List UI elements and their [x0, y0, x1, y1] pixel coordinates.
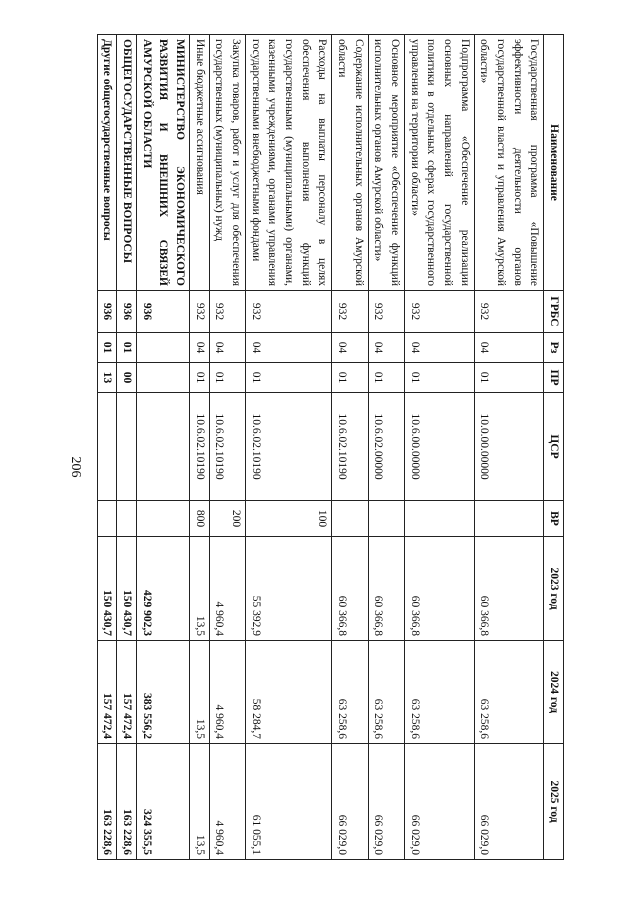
row-grbs: 932: [332, 291, 368, 333]
row-csr: 10.6.02.10190: [189, 393, 209, 501]
table-row: [368, 35, 404, 860]
row-csr: [136, 393, 189, 501]
row-csr: 10.0.00.00000: [474, 393, 544, 501]
row-rz: 04: [332, 333, 368, 363]
table-row: [189, 35, 209, 860]
row-2024: 58 284,7: [245, 641, 331, 744]
row-2025: 163 228,6: [97, 744, 117, 860]
row-name: Иные бюджетные ассигнования: [189, 35, 209, 291]
table-header-row: [544, 35, 564, 860]
page-number: [68, 452, 81, 482]
row-vr: [474, 501, 544, 537]
header-2025: 2025 год: [544, 744, 564, 860]
row-2024: 63 258,6: [404, 641, 474, 744]
row-pr: 01: [474, 363, 544, 393]
table-row: [136, 35, 189, 860]
row-pr: 00: [117, 363, 137, 393]
row-2025: 324 355,5: [136, 744, 189, 860]
row-vr: [97, 501, 117, 537]
row-grbs: 936: [117, 291, 137, 333]
row-vr: [117, 501, 137, 537]
budget-table-frame: [100, 34, 564, 859]
row-name: Расходы на выплаты персоналу в целях обеспечения выполнения функций государственными (муниципальными) органами, казенными учреждениями, органами управления государственными внебюджетными фондами: [245, 35, 331, 291]
row-2025: 66 029,0: [474, 744, 544, 860]
row-name: Государственная программа «Повышение эффективности деятельности органов государственной власти и управления Амурской области»: [474, 35, 544, 291]
row-2023: 60 366,8: [332, 537, 368, 641]
row-2023: 150 430,7: [117, 537, 137, 641]
row-pr: 01: [209, 363, 245, 393]
row-2025: 163 228,6: [117, 744, 137, 860]
header-2024: 2024 год: [544, 641, 564, 744]
row-vr: [136, 501, 189, 537]
row-2025: 61 055,1: [245, 744, 331, 860]
row-name: Содержание исполнительных органов Амурской области: [332, 35, 368, 291]
budget-table-rotated: [100, 34, 564, 859]
row-2024: 13,5: [189, 641, 209, 744]
row-pr: 01: [245, 363, 331, 393]
header-rz: Рз: [544, 333, 564, 363]
table-row: [404, 35, 474, 860]
row-grbs: 936: [97, 291, 117, 333]
row-vr: 100: [245, 501, 331, 537]
row-grbs: 932: [404, 291, 474, 333]
row-grbs: 936: [136, 291, 189, 333]
row-pr: 01: [332, 363, 368, 393]
header-csr: ЦСР: [544, 393, 564, 501]
table-row: [474, 35, 544, 860]
row-vr: 800: [189, 501, 209, 537]
row-2024: 157 472,4: [117, 641, 137, 744]
table-row: [209, 35, 245, 860]
row-2023: 55 392,9: [245, 537, 331, 641]
row-2023: 150 430,7: [97, 537, 117, 641]
row-vr: [404, 501, 474, 537]
header-pr: ПР: [544, 363, 564, 393]
row-rz: 01: [117, 333, 137, 363]
row-name: Подпрограмма «Обеспечение реализации основных направлений государственной политики в отдельных сферах государственного управления на территории области»: [404, 35, 474, 291]
row-rz: 04: [245, 333, 331, 363]
row-name: Основное мероприятие «Обеспечение функций исполнительных органов Амурской области»: [368, 35, 404, 291]
row-2025: 66 029,0: [404, 744, 474, 860]
row-2024: 63 258,6: [332, 641, 368, 744]
budget-table: [97, 34, 564, 860]
row-2024: 383 556,2: [136, 641, 189, 744]
row-grbs: 932: [209, 291, 245, 333]
row-name: МИНИСТЕРСТВО ЭКОНОМИЧЕСКОГО РАЗВИТИЯ И ВНЕШНИХ СВЯЗЕЙ АМУРСКОЙ ОБЛАСТИ: [136, 35, 189, 291]
row-name: ОБЩЕГОСУДАРСТВЕННЫЕ ВОПРОСЫ: [117, 35, 137, 291]
table-row: [245, 35, 331, 860]
row-2023: 429 902,3: [136, 537, 189, 641]
row-vr: [368, 501, 404, 537]
header-2023: 2023 год: [544, 537, 564, 641]
row-rz: 04: [404, 333, 474, 363]
row-grbs: 932: [245, 291, 331, 333]
row-grbs: 932: [189, 291, 209, 333]
row-2025: 13,5: [189, 744, 209, 860]
row-vr: [332, 501, 368, 537]
row-rz: 01: [97, 333, 117, 363]
header-name: Наименование: [544, 35, 564, 291]
row-csr: 10.6.02.10190: [245, 393, 331, 501]
row-2023: 60 366,8: [404, 537, 474, 641]
table-row: [97, 35, 117, 860]
row-pr: 13: [97, 363, 117, 393]
table-row: [117, 35, 137, 860]
row-csr: 10.6.02.10190: [209, 393, 245, 501]
row-name: Закупка товаров, работ и услуг для обеспечения государственных (муниципальных) нужд: [209, 35, 245, 291]
row-2024: 63 258,6: [474, 641, 544, 744]
row-2023: 13,5: [189, 537, 209, 641]
row-pr: 01: [404, 363, 474, 393]
row-rz: 04: [474, 333, 544, 363]
row-2023: 4 960,4: [209, 537, 245, 641]
row-vr: 200: [209, 501, 245, 537]
row-csr: [117, 393, 137, 501]
row-2023: 60 366,8: [474, 537, 544, 641]
row-grbs: 932: [474, 291, 544, 333]
row-csr: [97, 393, 117, 501]
row-csr: 10.6.02.00000: [368, 393, 404, 501]
row-2024: 157 472,4: [97, 641, 117, 744]
row-rz: [136, 333, 189, 363]
row-csr: 10.6.00.00000: [404, 393, 474, 501]
row-pr: 01: [368, 363, 404, 393]
row-2024: 63 258,6: [368, 641, 404, 744]
row-2025: 66 029,0: [332, 744, 368, 860]
row-rz: 04: [189, 333, 209, 363]
row-2025: 4 960,4: [209, 744, 245, 860]
row-2024: 4 960,4: [209, 641, 245, 744]
header-vr: ВР: [544, 501, 564, 537]
row-rz: 04: [368, 333, 404, 363]
row-pr: [136, 363, 189, 393]
row-pr: 01: [189, 363, 209, 393]
row-2025: 66 029,0: [368, 744, 404, 860]
row-csr: 10.6.02.10190: [332, 393, 368, 501]
header-grbs: ГРБС: [544, 291, 564, 333]
row-rz: 04: [209, 333, 245, 363]
row-name: Другие общегосударственные вопросы: [97, 35, 117, 291]
row-grbs: 932: [368, 291, 404, 333]
table-row: [332, 35, 368, 860]
page-number-text: 206: [67, 456, 83, 478]
row-2023: 60 366,8: [368, 537, 404, 641]
